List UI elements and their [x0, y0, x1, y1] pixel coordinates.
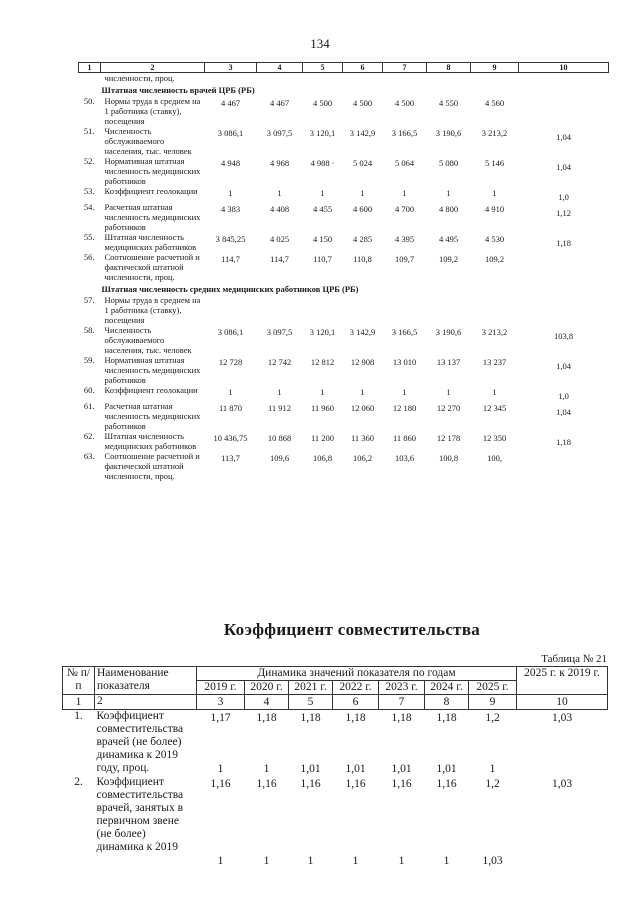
row-value: 4 800 — [438, 204, 459, 214]
row-name: Нормы труда в среднем на 1 работника (ставку), посещения — [104, 96, 201, 126]
index-cell: 5 — [289, 695, 333, 710]
row-number: 2. — [74, 776, 83, 788]
dynamics-value: 1 — [489, 763, 496, 775]
row-ratio: 1,0 — [558, 192, 569, 202]
row-value: 3 166,5 — [391, 327, 418, 337]
row-value: 109,6 — [269, 453, 290, 463]
row-value: 1,2 — [485, 712, 500, 724]
table-row — [63, 776, 608, 841]
row-value — [383, 295, 427, 325]
row-value: 109,2 — [484, 254, 505, 264]
section-title: Коэффициент совместительства — [223, 620, 481, 639]
row-number: 58. — [83, 325, 95, 335]
row-value: 5 024 — [352, 158, 373, 168]
row-value: 103,6 — [394, 453, 415, 463]
row-value: 12 350 — [482, 433, 507, 443]
header-cell: 2 — [101, 63, 205, 73]
table-row — [79, 431, 609, 451]
row-value: 1,16 — [300, 778, 321, 790]
header-cell: 8 — [427, 63, 471, 73]
table-row — [79, 385, 609, 401]
dynamics-spacer — [63, 841, 95, 868]
row-value: 1,18 — [300, 712, 321, 724]
index-cell: 1 — [63, 695, 95, 710]
row-value: 1,16 — [210, 778, 231, 790]
row-ratio — [519, 451, 609, 481]
index-cell: 7 — [379, 695, 425, 710]
dynamics-value: 1 — [263, 855, 270, 867]
row-value: 1,18 — [436, 712, 457, 724]
row-value: 1 — [360, 387, 365, 397]
row-ratio: 1,04 — [556, 162, 571, 172]
row-number: 54. — [83, 202, 95, 212]
header-year: 2025 г. — [469, 681, 517, 695]
row-value: 1,18 — [345, 712, 366, 724]
row-value: 3 120,1 — [309, 128, 336, 138]
header-name: Наименование показателя — [95, 667, 197, 695]
header-cell: 5 — [303, 63, 343, 73]
row-value: 4 455 — [312, 204, 333, 214]
row-number: 52. — [83, 156, 95, 166]
row-value: 100,8 — [438, 453, 459, 463]
row-number: 60. — [83, 385, 95, 395]
row-value: 12 908 — [350, 357, 375, 367]
table-row — [79, 186, 609, 202]
row-number: 55. — [83, 232, 95, 242]
row-value: 1 — [277, 387, 282, 397]
row-value: 4 467 — [269, 98, 290, 108]
row-name: Нормы труда в среднем на 1 работника (ставку), посещения — [104, 295, 201, 325]
row-name: Нормативная штатная численность медицинских работников — [104, 156, 201, 186]
row-value: 1,17 — [210, 712, 231, 724]
row-value: 13 010 — [392, 357, 417, 367]
row-value: 110,7 — [313, 254, 332, 264]
header-cell: 3 — [205, 63, 257, 73]
row-value: 1 — [277, 188, 282, 198]
header-cell: 9 — [471, 63, 519, 73]
section-spacer — [79, 282, 101, 295]
row-value: 13 237 — [482, 357, 507, 367]
row-value: 4 150 — [312, 234, 333, 244]
dynamics-empty — [517, 841, 608, 868]
row-value: 12 060 — [350, 403, 375, 413]
carry-spacer — [79, 73, 101, 84]
table-row — [79, 355, 609, 385]
staffing-table — [78, 62, 609, 481]
row-number: 63. — [83, 451, 95, 461]
dynamics-value: 1,01 — [436, 763, 457, 775]
row-number: 57. — [83, 295, 95, 305]
row-value: 100, — [487, 453, 502, 463]
table-row — [79, 401, 609, 431]
table-row — [79, 325, 609, 355]
header-cell: 10 — [519, 63, 609, 73]
row-value: 3 097,5 — [266, 128, 293, 138]
row-value — [303, 295, 343, 325]
index-cell: 8 — [425, 695, 469, 710]
dynamics-value: 1,01 — [345, 763, 366, 775]
row-ratio: 1,04 — [556, 132, 571, 142]
row-value: 12 345 — [482, 403, 507, 413]
row-value: 1 — [402, 387, 407, 397]
header-year: 2021 г. — [289, 681, 333, 695]
row-number: 50. — [83, 96, 95, 106]
dynamics-value: 1 — [352, 855, 359, 867]
dynamics-value: 1,01 — [391, 763, 412, 775]
row-value: 11 912 — [267, 403, 292, 413]
row-value: 3 120,1 — [309, 327, 336, 337]
header-row — [63, 667, 608, 681]
row-name: Численность обслуживаемого населения, тыс. человек — [104, 325, 192, 355]
row-value — [257, 295, 303, 325]
row-value: 4 530 — [484, 234, 505, 244]
header-cell: 7 — [383, 63, 427, 73]
row-value: 3 097,5 — [266, 327, 293, 337]
row-name: Соотношение расчетной и фактической штатной численности, проц. — [104, 451, 200, 481]
row-number: 56. — [83, 252, 95, 262]
dynamics-value: 1 — [398, 855, 405, 867]
row-value: 1 — [446, 188, 451, 198]
row-value: 4 968 — [269, 158, 290, 168]
row-value: 1,16 — [345, 778, 366, 790]
row-value: 4 948 — [220, 158, 241, 168]
row-ratio: 1,12 — [556, 208, 571, 218]
row-value: 3 086,1 — [217, 128, 244, 138]
row-ratio: 1,03 — [551, 778, 573, 790]
row-value: 1 — [446, 387, 451, 397]
row-value: 4 408 — [269, 204, 290, 214]
row-ratio: 1,0 — [558, 391, 569, 401]
row-ratio: 1,03 — [551, 712, 573, 724]
section-row — [79, 83, 609, 96]
row-name: Коэффициент геолокации — [104, 385, 198, 395]
row-name: Коэффициент геолокации — [104, 186, 198, 196]
row-value: 4 560 — [484, 98, 505, 108]
dynamics-value: 1 — [217, 763, 224, 775]
dynamics-name: динамика к 2019 — [96, 841, 179, 853]
dynamics-value: 1 — [217, 855, 224, 867]
section-title: Штатная численность врачей ЦРБ (РБ) — [101, 85, 255, 95]
section-row — [79, 282, 609, 295]
header-cell: 4 — [257, 63, 303, 73]
row-value: 4 910 — [484, 204, 505, 214]
row-value: 110,8 — [353, 254, 372, 264]
header-year: 2024 г. — [425, 681, 469, 695]
row-value: 1,16 — [436, 778, 457, 790]
row-value: 4 495 — [438, 234, 459, 244]
row-value: 11 200 — [310, 433, 335, 443]
row-value: 1,2 — [485, 778, 500, 790]
row-number: 1. — [74, 710, 83, 722]
row-value — [205, 295, 257, 325]
row-value: 10 436,75 — [213, 433, 248, 443]
row-value: 1 — [402, 188, 407, 198]
row-value: 4 500 — [312, 98, 333, 108]
row-value: 4 467 — [220, 98, 241, 108]
row-value: 3 213,2 — [481, 327, 508, 337]
row-name: Штатная численность медицинских работников — [104, 232, 197, 252]
header-year: 2023 г. — [379, 681, 425, 695]
dynamics-value: 1 — [307, 855, 314, 867]
row-ratio: 103,8 — [553, 331, 574, 341]
row-value: 1 — [228, 387, 233, 397]
row-value: 5 080 — [438, 158, 459, 168]
dynamics-row — [63, 749, 608, 776]
row-number: 61. — [83, 401, 95, 411]
header-cell: 1 — [79, 63, 101, 73]
row-value: 12 270 — [436, 403, 461, 413]
dynamics-value: 1,03 — [482, 855, 503, 867]
dynamics-value: 1 — [443, 855, 450, 867]
table-row — [79, 156, 609, 186]
row-number: 51. — [83, 126, 95, 136]
dynamics-row — [63, 841, 608, 868]
row-value: 4 988 · — [310, 158, 335, 168]
row-name: Коэффициент совместительства врачей, занятых в первичном звене (не более) — [96, 776, 184, 840]
row-value: 106,8 — [312, 453, 333, 463]
row-value: 3 142,9 — [349, 128, 376, 138]
row-value — [427, 295, 471, 325]
table-caption: Таблица № 21 — [541, 653, 607, 665]
row-value — [343, 295, 383, 325]
row-value: 12 742 — [267, 357, 292, 367]
header-row — [79, 63, 609, 73]
row-value: 1,18 — [256, 712, 277, 724]
header-cell: 6 — [343, 63, 383, 73]
row-ratio: 1,18 — [556, 437, 571, 447]
row-value: 1 — [320, 387, 325, 397]
table-row — [79, 295, 609, 325]
row-ratio: 1,04 — [556, 407, 571, 417]
index-row — [63, 695, 608, 710]
header-year: 2022 г. — [333, 681, 379, 695]
table-row — [79, 96, 609, 126]
row-value — [471, 295, 519, 325]
header-year: 2019 г. — [197, 681, 245, 695]
row-value: 4 500 — [352, 98, 373, 108]
dynamics-empty — [517, 749, 608, 776]
row-value: 3 190,6 — [435, 327, 462, 337]
row-name: Расчетная штатная численность медицинских работников — [104, 401, 201, 431]
row-value: 11 860 — [392, 433, 417, 443]
row-value: 10 868 — [267, 433, 292, 443]
table-row — [79, 126, 609, 156]
index-cell: 6 — [333, 695, 379, 710]
table-row — [63, 710, 608, 750]
row-value: 4 550 — [438, 98, 459, 108]
row-value: 11 960 — [310, 403, 335, 413]
row-name: Расчетная штатная численность медицинских работников — [104, 202, 201, 232]
header-dynamics: Динамика значений показателя по годам — [197, 667, 517, 681]
row-number: 62. — [83, 431, 95, 441]
index-cell: 2 — [95, 695, 197, 710]
section-title: Штатная численность средних медицинских работников ЦРБ (РБ) — [101, 284, 359, 294]
row-ratio — [519, 96, 609, 126]
row-value: 114,7 — [221, 254, 240, 264]
row-value: 1 — [492, 387, 497, 397]
row-value: 1,16 — [391, 778, 412, 790]
dynamics-value: 1 — [263, 763, 270, 775]
table-row — [79, 202, 609, 232]
row-value: 1 — [492, 188, 497, 198]
row-value: 106,2 — [352, 453, 373, 463]
dynamics-value: 1,01 — [300, 763, 321, 775]
row-value: 1 — [320, 188, 325, 198]
row-value: 11 360 — [350, 433, 375, 443]
dynamics-spacer — [63, 749, 95, 776]
row-name: Численность обслуживаемого населения, тыс. человек — [104, 126, 192, 156]
carry-text: численности, проц. — [104, 73, 175, 83]
row-value: 109,7 — [394, 254, 415, 264]
row-value: 12 180 — [392, 403, 417, 413]
row-name: Коэффициент совместительства врачей (не более) — [96, 710, 184, 748]
row-value: 4 600 — [352, 204, 373, 214]
row-ratio — [519, 252, 609, 282]
row-value: 12 178 — [436, 433, 461, 443]
carry-row — [79, 73, 609, 84]
row-value: 4 700 — [394, 204, 415, 214]
row-value: 109,2 — [438, 254, 459, 264]
row-value: 4 383 — [220, 204, 241, 214]
row-value: 5 064 — [394, 158, 415, 168]
dynamics-name: динамика к 2019 году, проц. — [96, 749, 179, 774]
row-value: 4 285 — [352, 234, 373, 244]
row-value: 113,7 — [221, 453, 240, 463]
row-value: 1 — [360, 188, 365, 198]
row-value: 3 190,6 — [435, 128, 462, 138]
row-value: 3 142,9 — [349, 327, 376, 337]
row-value: 5 146 — [484, 158, 505, 168]
header-num: № п/п — [63, 667, 95, 695]
row-value: 3 845,25 — [215, 234, 246, 244]
row-value: 12 812 — [310, 357, 335, 367]
coefficient-table — [62, 666, 608, 868]
row-value: 11 870 — [218, 403, 243, 413]
row-value: 3 086,1 — [217, 327, 244, 337]
row-value: 13 137 — [436, 357, 461, 367]
row-value: 3 166,5 — [391, 128, 418, 138]
section-spacer — [79, 83, 101, 96]
row-value: 4 025 — [269, 234, 290, 244]
row-ratio — [519, 295, 609, 325]
row-ratio: 1,18 — [556, 238, 571, 248]
page-number: 134 — [310, 36, 330, 51]
row-name: Соотношение расчетной и фактической штатной численности, проц. — [104, 252, 200, 282]
row-value: 1 — [228, 188, 233, 198]
header-ratio: 2025 г. к 2019 г. — [517, 667, 608, 695]
index-cell: 9 — [469, 695, 517, 710]
index-cell: 3 — [197, 695, 245, 710]
index-cell: 4 — [245, 695, 289, 710]
row-value: 1,18 — [391, 712, 412, 724]
row-value: 1,16 — [256, 778, 277, 790]
header-year: 2020 г. — [245, 681, 289, 695]
table-row — [79, 252, 609, 282]
row-ratio: 1,04 — [556, 361, 571, 371]
row-value: 3 213,2 — [481, 128, 508, 138]
index-cell: 10 — [517, 695, 608, 710]
table-row — [79, 232, 609, 252]
table-row — [79, 451, 609, 481]
row-name: Нормативная штатная численность медицинских работников — [104, 355, 201, 385]
row-value: 4 500 — [394, 98, 415, 108]
row-number: 59. — [83, 355, 95, 365]
row-name: Штатная численность медицинских работников — [104, 431, 197, 451]
row-value: 12 728 — [218, 357, 243, 367]
row-value: 4 395 — [394, 234, 415, 244]
row-number: 53. — [83, 186, 95, 196]
row-value: 114,7 — [270, 254, 289, 264]
